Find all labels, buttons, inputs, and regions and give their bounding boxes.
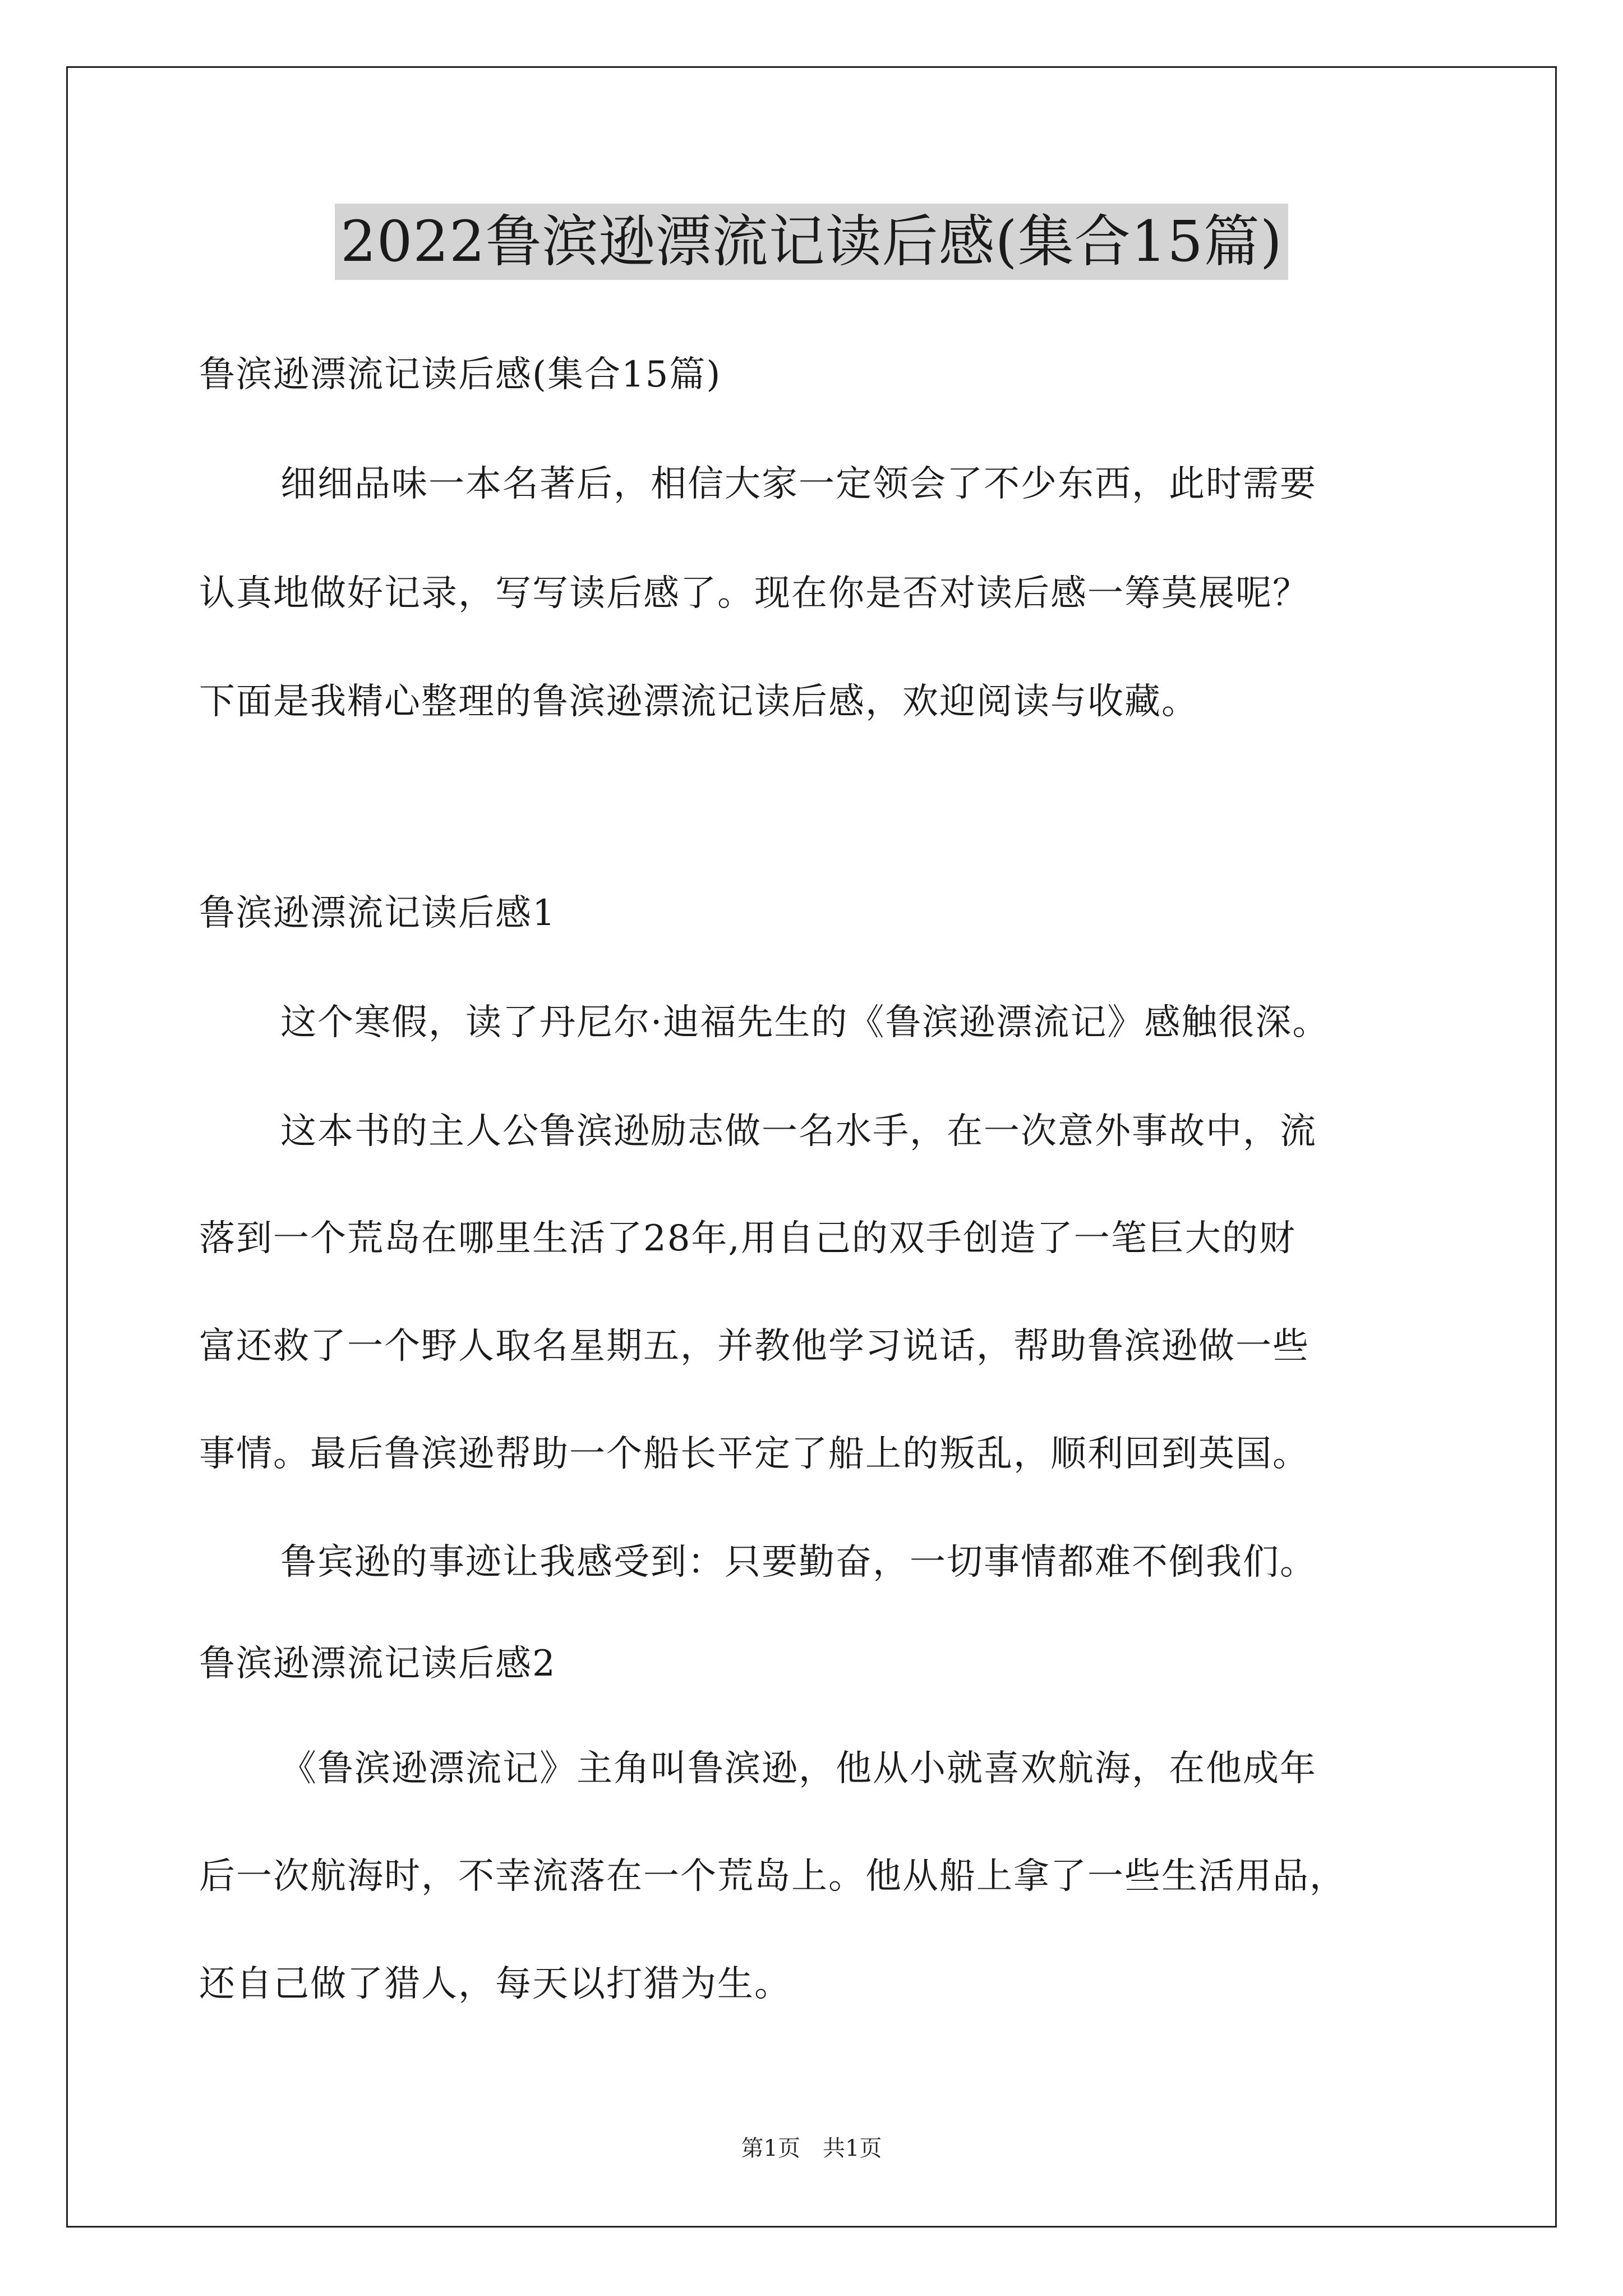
paragraph-line: 《鲁滨逊漂流记》主角叫鲁滨逊，他从小就喜欢航海，在他成年 [280,1748,1317,1789]
paragraph-line: 事情。最后鲁滨逊帮助一个船长平定了船上的叛乱，顺利回到英国。 [199,1433,1310,1475]
paragraph-line: 富还救了一个野人取名星期五，并教他学习说话，帮助鲁滨逊做一些 [199,1326,1310,1367]
page-number-footer: 第1页 共1页 [741,2136,882,2161]
paragraph-line: 后一次航海时，不幸流落在一个荒岛上。他从船上拿了一些生活用品， [199,1856,1347,1897]
document-title: 2022鲁滨逊漂流记读后感(集合15篇) [335,204,1288,280]
subtitle-line: 鲁滨逊漂流记读后感(集合15篇) [199,354,722,395]
section-heading: 鲁滨逊漂流记读后感2 [199,1643,556,1685]
title-container [0,204,1623,280]
paragraph-line: 细细品味一本名著后，相信大家一定领会了不少东西，此时需要 [280,463,1317,505]
paragraph-line: 认真地做好记录，写写读后感了。现在你是否对读后感一筹莫展呢？ [199,573,1310,614]
paragraph-line: 还自己做了猎人，每天以打猎为生。 [199,1963,791,2005]
paragraph-line: 落到一个荒岛在哪里生活了28年,用自己的双手创造了一笔巨大的财 [199,1218,1296,1259]
paragraph-line: 这本书的主人公鲁滨逊励志做一名水手，在一次意外事故中，流 [280,1111,1317,1152]
paragraph-line: 下面是我精心整理的鲁滨逊漂流记读后感，欢迎阅读与收藏。 [199,681,1198,723]
section-heading: 鲁滨逊漂流记读后感1 [199,892,556,934]
paragraph-line: 这个寒假，读了丹尼尔·迪福先生的《鲁滨逊漂流记》感触很深。 [280,1002,1330,1043]
paragraph-line: 鲁宾逊的事迹让我感受到：只要勤奋，一切事情都难不倒我们。 [280,1542,1317,1583]
